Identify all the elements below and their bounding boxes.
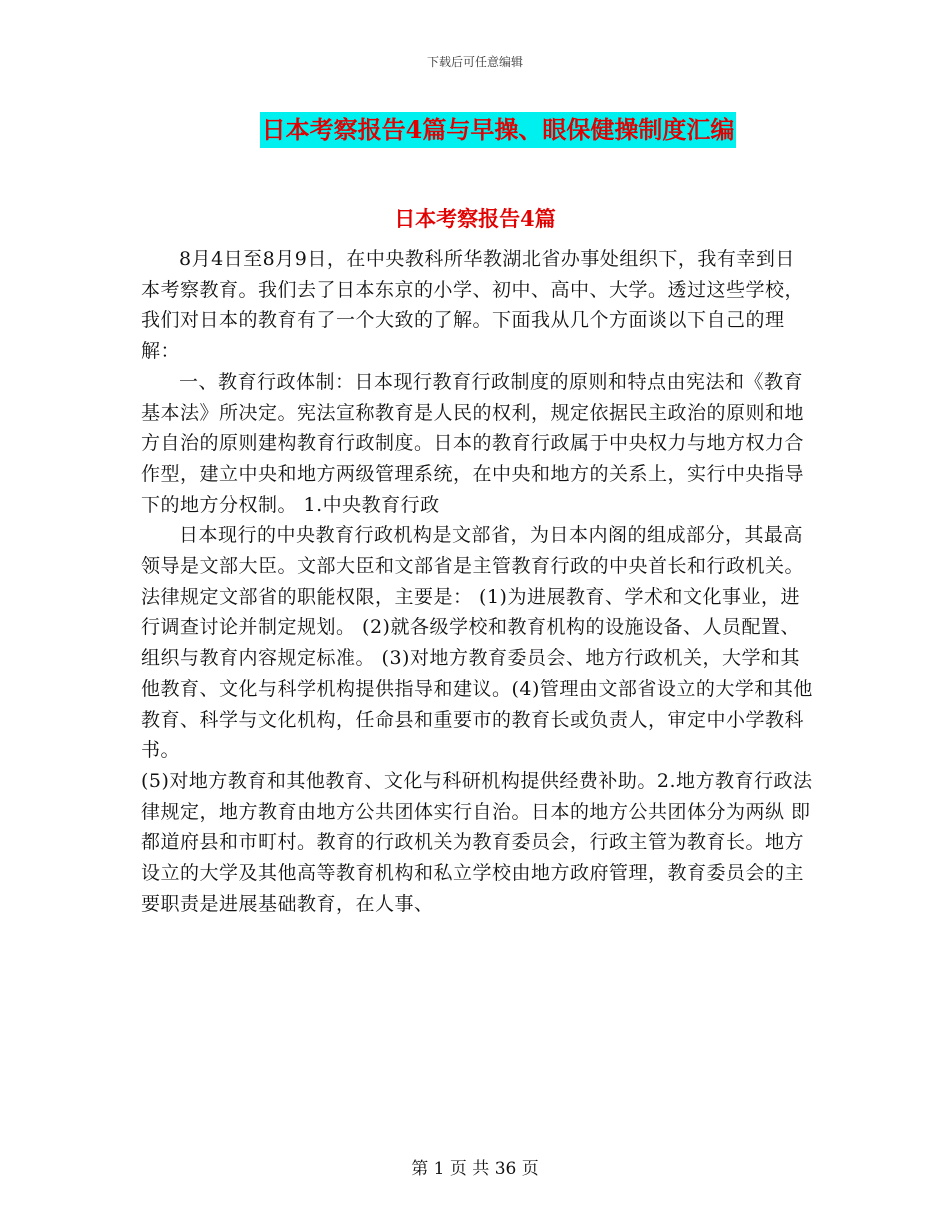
paragraph: 一、教育行政体制：日本现行教育行政制度的原则和特点由宪法和《教育基本法》所决定。宪法宣称教育是人民的权利，规定依据民主政治的原则和地方自治的原则建构教育行政制度。日本的教育行政属于中央权力与地方权力合作型，建立中央和地方两级管理系统，在中央和地方的关系上，实行中央指导下的地方分权制。 1.中央教育行政	[141, 370, 805, 516]
paragraph: 日本现行的中央教育行政机构是文部省，为日本内阁的组成部分，其最高领导是文部大臣。文部大臣和文部省是主管教育行政的中央首长和行政机关。法律规定文部省的职能权限，主要是： (1)为进展教育、学术和文化事业，进行调查讨论并制定规划。 (2)就各级学校和教育机构的设施设备、人员配置、组织与教育内容规定标准。 (3)对地方教育委员会、地方行政机关，大学和其他教育、文化与科学机构提供指导和建议。(4)管理由文部省设立的大学和其他教育、科学与文化机构，任命县和重要市的教育长或负责人，审定中小学教科书。	[141, 524, 813, 762]
page-footer: 第 1 页 共 36 页	[411, 1159, 539, 1179]
main-title: 日本考察报告4篇与早操、眼保健操制度汇编	[260, 112, 737, 148]
section-title: 日本考察报告4篇	[394, 206, 556, 231]
paragraph: (5)对地方教育和其他教育、文化与科研机构提供经费补助。2.地方教育行政法律规定，地方教育由地方公共团体实行自治。日本的地方公共团体分为两纵 即都道府县和市町村。教育的行政机关为教育委员会，行政主管为教育长。地方设立的大学及其他高等教育机构和私立学校由地方政府管理，教育委员会的主要职责是进展基础教育，在人事、	[141, 769, 813, 915]
body-text	[141, 244, 813, 919]
header-note: 下载后可任意编辑	[426, 55, 523, 69]
main-title-container	[0, 112, 950, 148]
paragraph: 8月4日至8月9日，在中央教科所华教湖北省办事处组织下，我有幸到日本考察教育。我们去了日本东京的小学、初中、高中、大学。透过这些学校，我们对日本的教育有了一个大致的了解。下面我从几个方面谈以下自己的理解：	[141, 248, 805, 363]
